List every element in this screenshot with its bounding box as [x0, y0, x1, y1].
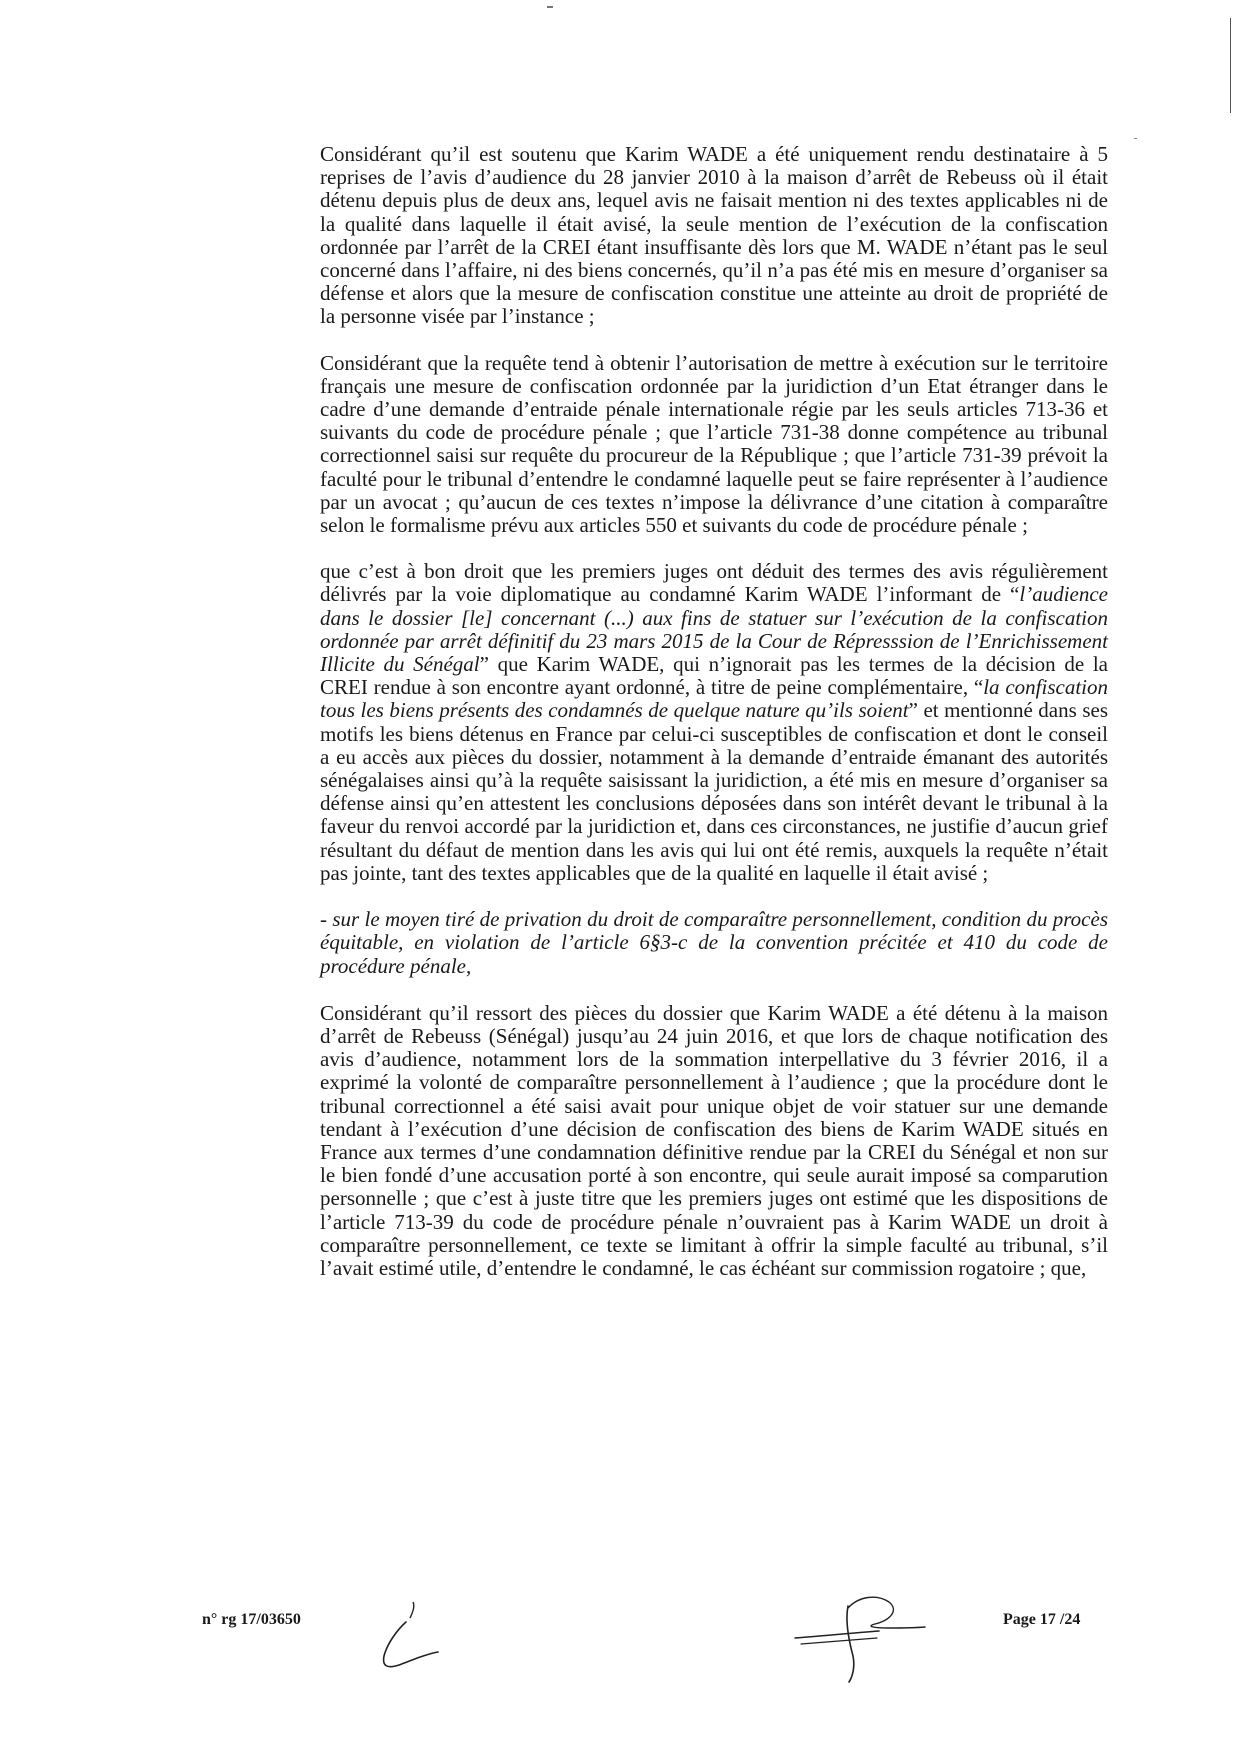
text-run: ” que Karim WADE, qui n’ignorait pas les termes de la décision de la CREI rendue à son encontre ayant ordonné, à titre de peine complémentaire, “ — [320, 652, 1108, 700]
scan-artifact — [1134, 138, 1137, 139]
rg-number: n° rg 17/03650 — [202, 1611, 301, 1628]
page-footer — [0, 1608, 1240, 1688]
text-run: que c’est à bon droit que les premiers juges ont déduit des termes des avis régulièrement délivrés par la voie diplomatique au condamné Karim WADE l’informant de “ — [320, 559, 1108, 607]
paragraph-ressort: Considérant qu’il ressort des pièces du dossier que Karim WADE a été détenu à la maison d’arrêt de Rebeuss (Sénégal) jusqu’au 24 juin 2016, et que lors de chaque notification des avis d’audience, notamment lors de la sommation interpellative du 3 février 2016, il a exprimé la volonté de comparaître personnellement à l’audience ; que la procédure dont le tribunal correctionnel a été saisi avait pour unique objet de voir statuer sur une demande tendant à l’exécution d’une décision de confiscation des biens de Karim WADE situés en France aux termes d’une condamnation définitive rendue par la CREI du Sénégal et non sur le bien fondé d’une accusation porté à son encontre, qui seule aurait imposé sa comparution personnelle ; que c’est à juste titre que les premiers juges ont estimé que les dispositions de l’article 713-39 du code de procédure pénale n’ouvraient pas à Karim WADE un droit à comparaître personnellement, ce texte se limitant à offrir la simple faculté au tribunal, s’il l’avait estimé utile, d’entendre le condamné, le cas échéant sur commission rogatoire ; que, — [320, 1000, 1108, 1280]
initials-signature-right — [793, 1586, 933, 1686]
page-number: Page 17 /24 — [1003, 1611, 1081, 1628]
scan-edge-line — [1230, 18, 1231, 113]
paragraph-requete: Considérant que la requête tend à obtenir l’autorisation de mettre à exécution sur le territoire français une mesure de confiscation ordonnée par la juridiction d’un Etat étranger dans le cadre d’une demande d’entraide pénale internationale régie par les seuls articles 713-36 et suivants du code de procédure pénale ; que l’article 731-38 donne compétence au tribunal correctionnel saisi sur requête du procureur de la République ; que l’article 731-39 prévoit la faculté pour le tribunal d’entendre le condamné laquelle peut se faire représenter à l’audience par un avocat ; qu’aucun de ces textes n’impose la délivrance d’une citation à comparaître selon le formalisme prévu aux articles 550 et suivants du code de procédure pénale ; — [320, 350, 1108, 538]
paragraph-soutenu: Considérant qu’il est soutenu que Karim WADE a été uniquement rendu destinataire à 5 reprises de l’avis d’audience du 28 janvier 2010 à la maison d’arrêt de Rebeuss où il était détenu depuis plus de deux ans, lequel avis ne faisait mention ni des textes applicables ni de la qualité dans laquelle il était avisé, la seule mention de l’exécution de la confiscation ordonnée par l’arrêt de la CREI étant insuffisante dès lors que M. WADE n’étant pas le seul concerné dans l’affaire, ni des biens concernés, qu’il n’a pas été mis en mesure d’organiser sa défense et alors que la mesure de confiscation constitue une atteinte au droit de propriété de la personne visée par l’instance ; — [320, 142, 1108, 329]
document-body — [320, 143, 1108, 1280]
moyen-heading — [320, 908, 1108, 978]
initials-signature-left — [375, 1596, 455, 1686]
text-run: ” et mentionné dans ses motifs les biens détenus en France par celui-ci susceptibles de confiscation et dont le conseil a eu accès aux pièces du dossier, notamment à la demande d’entraide émanant des autorités sénégalaises ainsi qu’à la requête saisissant la juridiction, a été mis en mesure d’organiser sa défense ainsi qu’en attestent les conclusions déposées dans son intérêt devant le tribunal à la faveur du renvoi accordé par la juridiction et, dans ces circonstances, ne justifie d’aucun grief résultant du défaut de mention dans les avis qui lui ont été remis, auxquels la requête n’était pas jointe, tant des textes applicables que de la qualité en laquelle il était avisé ; — [320, 698, 1108, 885]
paragraph-bon-droit — [320, 560, 1108, 885]
scan-artifact — [547, 6, 553, 8]
quote-peine: la confiscation tous les biens présents des condamnés de quelque nature qu’ils soient — [320, 675, 1108, 723]
moyen-text: - sur le moyen tiré de privation du droit de comparaître personnellement, condition du procès équitable, en violation de l’article 6§3-c de la convention précitée et 410 du code de procédure pénale, — [320, 907, 1108, 978]
quote-avis: l’audience dans le dossier [le] concernant (...) aux fins de statuer sur l’exécution de la confiscation ordonnée par arrêt définitif du 23 mars 2015 de la Cour de Répresssion de l’Enrichissement Illicite du Sénégal — [320, 582, 1108, 677]
